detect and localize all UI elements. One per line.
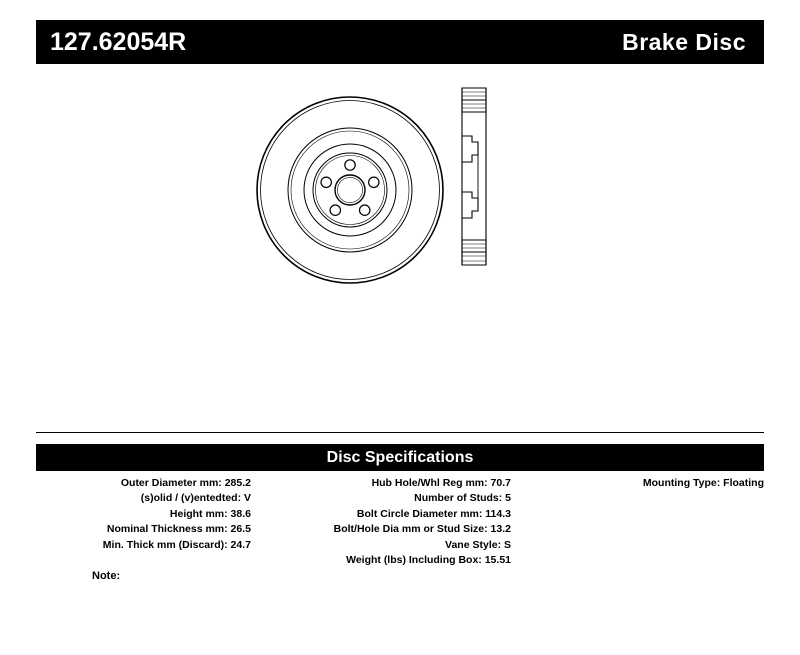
rotor-front-view bbox=[257, 97, 443, 283]
section-divider bbox=[36, 432, 764, 433]
spec-item: Vane Style: S bbox=[445, 538, 511, 551]
spec-column-middle bbox=[261, 476, 511, 568]
spec-section-title: Disc Specifications bbox=[326, 448, 474, 466]
spec-item: Hub Hole/Whl Reg mm: 70.7 bbox=[371, 477, 511, 489]
note-label: Note: bbox=[92, 570, 121, 582]
spec-item: Mounting Type: Floating bbox=[642, 477, 764, 489]
spec-item: (s)olid / (v)entedted: V bbox=[140, 492, 251, 505]
spec-column-left bbox=[36, 476, 251, 553]
spec-item: Nominal Thickness mm: 26.5 bbox=[106, 523, 251, 536]
spec-columns bbox=[36, 476, 764, 586]
spec-column-right bbox=[526, 476, 764, 491]
spec-item: Bolt Circle Diameter mm: 114.3 bbox=[356, 507, 511, 520]
spec-item: Weight (lbs) Including Box: 15.51 bbox=[346, 554, 511, 567]
spec-item: Outer Diameter mm: 285.2 bbox=[120, 477, 251, 489]
spec-item: Min. Thick mm (Discard): 24.7 bbox=[102, 538, 251, 551]
header-bar bbox=[36, 20, 764, 64]
page-title: Brake Disc bbox=[622, 28, 746, 55]
part-number: 127.62054R bbox=[50, 27, 187, 56]
spec-item: Height mm: 38.6 bbox=[169, 507, 251, 520]
spec-item: Number of Studs: 5 bbox=[414, 492, 511, 505]
disc-drawing bbox=[250, 80, 580, 300]
spec-item: Bolt/Hole Dia mm or Stud Size: 13.2 bbox=[333, 523, 511, 536]
rotor-side-view bbox=[462, 88, 486, 265]
spec-section-header bbox=[36, 444, 764, 471]
